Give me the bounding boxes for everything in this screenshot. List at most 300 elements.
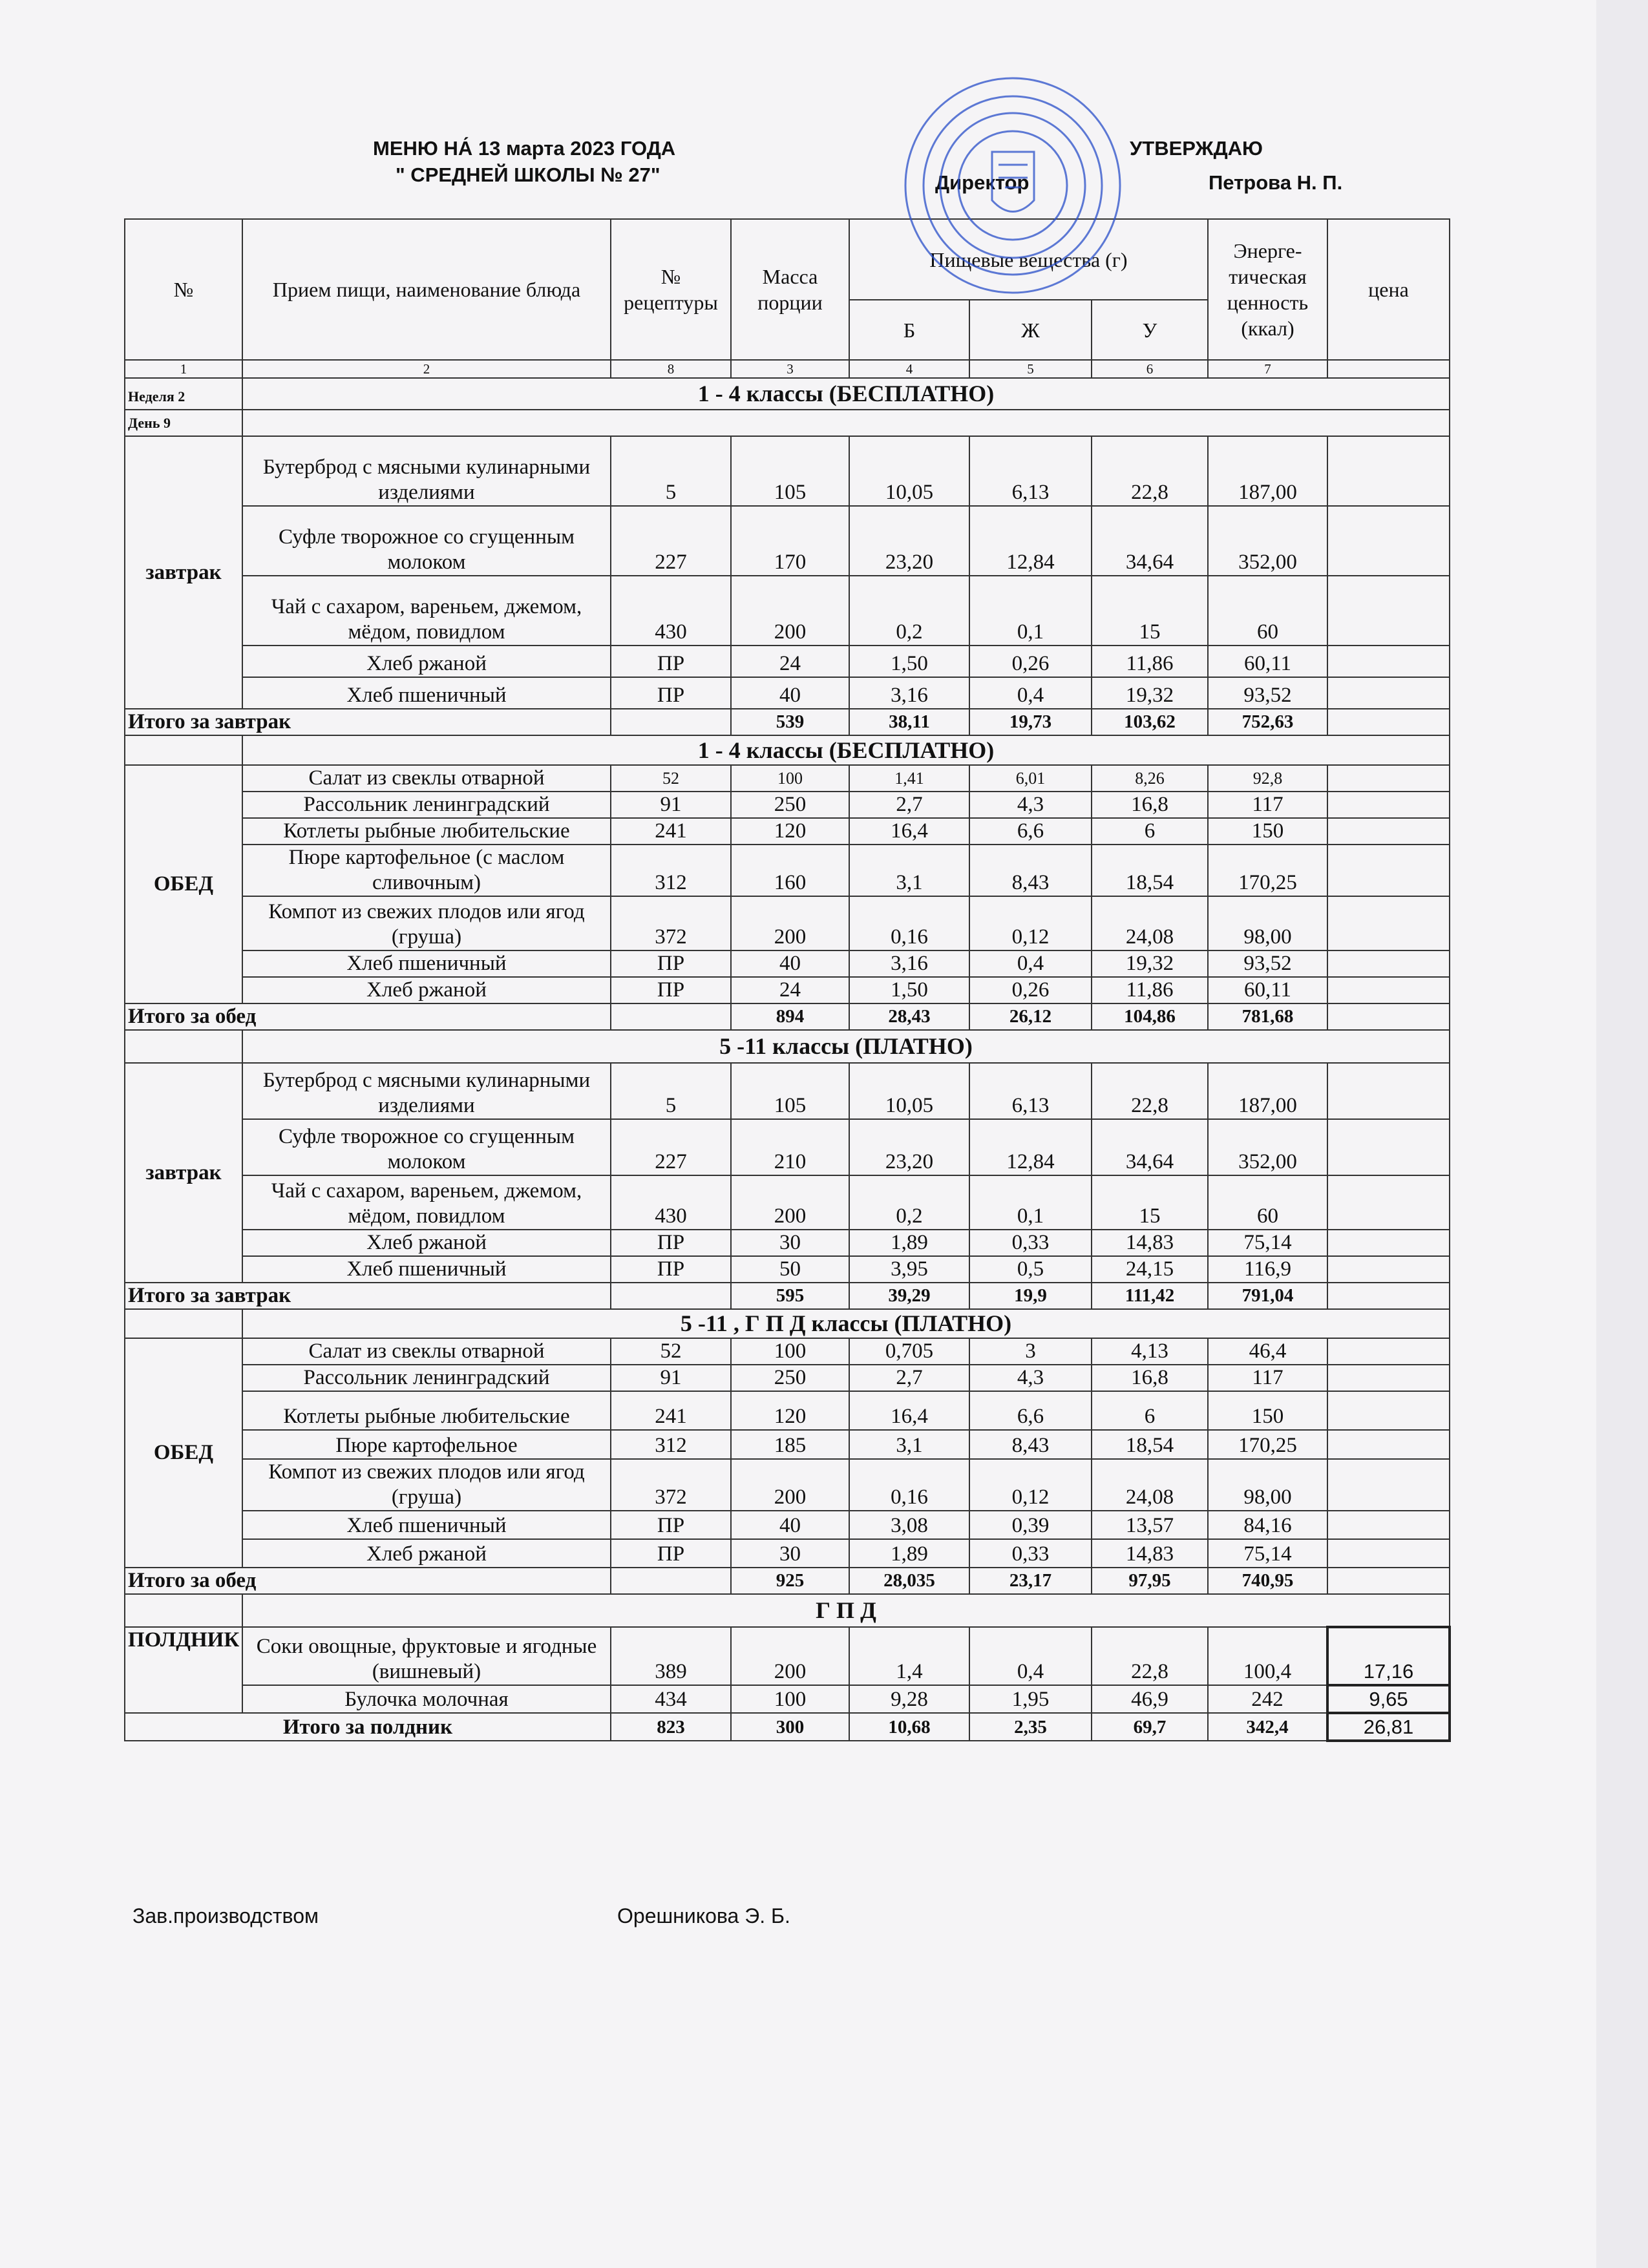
price-cell <box>1327 1230 1450 1256</box>
carb-value: 16,8 <box>1092 1365 1208 1391</box>
protein-value: 1,4 <box>849 1627 969 1685</box>
protein-value: 9,28 <box>849 1685 969 1713</box>
portion-mass: 50 <box>731 1256 849 1283</box>
dish-name: Котлеты рыбные любительские <box>242 1391 611 1430</box>
index-cell: 4 <box>849 360 969 378</box>
protein-value: 10,05 <box>849 436 969 506</box>
fat-value: 0,1 <box>969 576 1092 646</box>
recipe-number: 5 <box>611 436 731 506</box>
energy-value: 116,9 <box>1208 1256 1327 1283</box>
empty-cell <box>125 735 242 765</box>
recipe-number: 91 <box>611 1365 731 1391</box>
price-value: 17,16 <box>1327 1627 1450 1685</box>
meal-label: ОБЕД <box>125 765 242 1003</box>
col-header-nutrients: Пищевые вещества (г) <box>849 219 1208 300</box>
price-cell <box>1327 1391 1450 1430</box>
portion-mass: 170 <box>731 506 849 576</box>
table-row <box>125 1391 1450 1430</box>
col-header-mass: Масса порции <box>731 219 849 360</box>
total-mass: 300 <box>731 1713 849 1741</box>
total-energy: 781,68 <box>1208 1003 1327 1030</box>
total-fat: 19,9 <box>969 1283 1092 1309</box>
dish-name: Хлеб пшеничный <box>242 1511 611 1539</box>
table-row <box>125 1283 1450 1309</box>
approve-label: УТВЕРЖДАЮ <box>1130 137 1263 160</box>
price-cell <box>1327 1175 1450 1230</box>
recipe-number: 227 <box>611 1119 731 1175</box>
total-protein: 39,29 <box>849 1283 969 1309</box>
table-row <box>125 735 1450 765</box>
protein-value: 0,705 <box>849 1338 969 1365</box>
fat-value: 0,1 <box>969 1175 1092 1230</box>
energy-value: 187,00 <box>1208 436 1327 506</box>
dish-name: Чай с сахаром, вареньем, джемом, мёдом, повидлом <box>242 576 611 646</box>
table-row <box>125 1003 1450 1030</box>
total-carb: 69,7 <box>1092 1713 1208 1741</box>
dish-name: Пюре картофельное (с маслом сливочным) <box>242 845 611 896</box>
table-row <box>125 677 1450 709</box>
total-label: Итого за завтрак <box>125 709 611 735</box>
total-mass: 894 <box>731 1003 849 1030</box>
table-row <box>125 1511 1450 1539</box>
table-row <box>125 1430 1450 1459</box>
recipe-number: 91 <box>611 792 731 818</box>
total-recipe: 823 <box>611 1713 731 1741</box>
price-cell <box>1327 818 1450 845</box>
col-header-num: № <box>125 219 242 360</box>
carb-value: 15 <box>1092 576 1208 646</box>
empty-cell <box>125 1594 242 1627</box>
recipe-number: ПР <box>611 1511 731 1539</box>
scan-background-edge <box>1596 0 1648 2268</box>
fat-value: 8,43 <box>969 845 1092 896</box>
portion-mass: 30 <box>731 1230 849 1256</box>
fat-value: 0,26 <box>969 977 1092 1003</box>
energy-value: 98,00 <box>1208 896 1327 950</box>
energy-value: 352,00 <box>1208 1119 1327 1175</box>
carb-value: 22,8 <box>1092 436 1208 506</box>
table-row <box>125 1713 1450 1741</box>
fat-value: 12,84 <box>969 506 1092 576</box>
carb-value: 11,86 <box>1092 646 1208 677</box>
protein-value: 0,16 <box>849 896 969 950</box>
price-cell <box>1327 765 1450 792</box>
recipe-number: 372 <box>611 896 731 950</box>
protein-value: 0,16 <box>849 1459 969 1511</box>
fat-value: 1,95 <box>969 1685 1092 1713</box>
recipe-number: 241 <box>611 1391 731 1430</box>
price-cell <box>1327 792 1450 818</box>
total-protein: 28,43 <box>849 1003 969 1030</box>
fat-value: 4,3 <box>969 1365 1092 1391</box>
fat-value: 0,33 <box>969 1230 1092 1256</box>
recipe-number: ПР <box>611 1230 731 1256</box>
carb-value: 19,32 <box>1092 950 1208 977</box>
protein-value: 2,7 <box>849 792 969 818</box>
price-cell <box>1327 677 1450 709</box>
protein-value: 1,41 <box>849 765 969 792</box>
energy-value: 150 <box>1208 818 1327 845</box>
price-cell <box>1327 576 1450 646</box>
index-cell: 3 <box>731 360 849 378</box>
dish-name: Чай с сахаром, вареньем, джемом, мёдом, повидлом <box>242 1175 611 1230</box>
price-cell <box>1327 1365 1450 1391</box>
recipe-number: 389 <box>611 1627 731 1685</box>
price-cell <box>1327 436 1450 506</box>
section-title: Г П Д <box>242 1594 1450 1627</box>
portion-mass: 200 <box>731 1459 849 1511</box>
empty-cell <box>611 1568 731 1594</box>
dish-name: Рассольник ленинградский <box>242 1365 611 1391</box>
table-row <box>125 1119 1450 1175</box>
price-cell <box>1327 1338 1450 1365</box>
portion-mass: 24 <box>731 977 849 1003</box>
director-name: Петрова Н. П. <box>1209 171 1343 194</box>
fat-value: 0,12 <box>969 1459 1092 1511</box>
protein-value: 2,7 <box>849 1365 969 1391</box>
table-row <box>125 709 1450 735</box>
dish-name: Компот из свежих плодов или ягод (груша) <box>242 1459 611 1511</box>
dish-name: Булочка молочная <box>242 1685 611 1713</box>
menu-table <box>124 218 1451 1742</box>
protein-value: 1,50 <box>849 646 969 677</box>
portion-mass: 200 <box>731 896 849 950</box>
carb-value: 19,32 <box>1092 677 1208 709</box>
carb-value: 24,08 <box>1092 896 1208 950</box>
meal-label: завтрак <box>125 1063 242 1283</box>
protein-value: 1,50 <box>849 977 969 1003</box>
energy-value: 46,4 <box>1208 1338 1327 1365</box>
carb-value: 13,57 <box>1092 1511 1208 1539</box>
carb-value: 18,54 <box>1092 1430 1208 1459</box>
table-row <box>125 378 1450 410</box>
price-cell <box>1327 506 1450 576</box>
total-label: Итого за обед <box>125 1003 611 1030</box>
total-energy: 342,4 <box>1208 1713 1327 1741</box>
fat-value: 0,33 <box>969 1539 1092 1568</box>
energy-value: 60 <box>1208 1175 1327 1230</box>
table-row <box>125 506 1450 576</box>
energy-value: 75,14 <box>1208 1230 1327 1256</box>
total-mass: 595 <box>731 1283 849 1309</box>
protein-value: 3,1 <box>849 1430 969 1459</box>
price-cell <box>1327 950 1450 977</box>
recipe-number: 227 <box>611 506 731 576</box>
empty-cell <box>611 1283 731 1309</box>
total-fat: 2,35 <box>969 1713 1092 1741</box>
recipe-number: 52 <box>611 765 731 792</box>
portion-mass: 250 <box>731 1365 849 1391</box>
school-name: " СРЕДНЕЙ ШКОЛЫ № 27" <box>396 163 660 186</box>
table-row <box>125 818 1450 845</box>
total-carb: 104,86 <box>1092 1003 1208 1030</box>
price-cell <box>1327 1119 1450 1175</box>
section-title: 5 -11 классы (ПЛАТНО) <box>242 1030 1450 1063</box>
col-header-zh: Ж <box>969 300 1092 360</box>
carb-value: 46,9 <box>1092 1685 1208 1713</box>
price-cell <box>1327 1568 1450 1594</box>
total-protein: 28,035 <box>849 1568 969 1594</box>
dish-name: Бутерброд с мясными кулинарными изделиями <box>242 1063 611 1119</box>
carb-value: 24,08 <box>1092 1459 1208 1511</box>
table-row <box>125 1256 1450 1283</box>
recipe-number: 430 <box>611 1175 731 1230</box>
empty-cell <box>611 1003 731 1030</box>
energy-value: 93,52 <box>1208 677 1327 709</box>
dish-name: Котлеты рыбные любительские <box>242 818 611 845</box>
total-energy: 740,95 <box>1208 1568 1327 1594</box>
portion-mass: 30 <box>731 1539 849 1568</box>
meal-label: завтрак <box>125 436 242 709</box>
recipe-number: 430 <box>611 576 731 646</box>
protein-value: 0,2 <box>849 576 969 646</box>
col-header-u: У <box>1092 300 1208 360</box>
total-mass: 539 <box>731 709 849 735</box>
energy-value: 352,00 <box>1208 506 1327 576</box>
col-header-price: цена <box>1327 219 1450 360</box>
fat-value: 6,13 <box>969 1063 1092 1119</box>
table-row <box>125 1459 1450 1511</box>
portion-mass: 100 <box>731 1685 849 1713</box>
table-row <box>125 436 1450 506</box>
total-protein: 38,11 <box>849 709 969 735</box>
section-title: 5 -11 , Г П Д классы (ПЛАТНО) <box>242 1309 1450 1338</box>
total-label: Итого за обед <box>125 1568 611 1594</box>
price-cell <box>1327 1511 1450 1539</box>
index-cell: 6 <box>1092 360 1208 378</box>
portion-mass: 40 <box>731 1511 849 1539</box>
dish-name: Хлеб ржаной <box>242 646 611 677</box>
portion-mass: 100 <box>731 1338 849 1365</box>
empty-cell <box>125 1309 242 1338</box>
carb-value: 6 <box>1092 1391 1208 1430</box>
total-energy: 752,63 <box>1208 709 1327 735</box>
recipe-number: 5 <box>611 1063 731 1119</box>
portion-mass: 160 <box>731 845 849 896</box>
recipe-number: 312 <box>611 845 731 896</box>
recipe-number: 312 <box>611 1430 731 1459</box>
energy-value: 75,14 <box>1208 1539 1327 1568</box>
index-cell: 7 <box>1208 360 1327 378</box>
table-row <box>125 1230 1450 1256</box>
dish-name: Хлеб ржаной <box>242 1539 611 1568</box>
portion-mass: 210 <box>731 1119 849 1175</box>
price-cell <box>1327 977 1450 1003</box>
energy-value: 84,16 <box>1208 1511 1327 1539</box>
table-row <box>125 1175 1450 1230</box>
portion-mass: 24 <box>731 646 849 677</box>
energy-value: 170,25 <box>1208 1430 1327 1459</box>
portion-mass: 100 <box>731 765 849 792</box>
energy-value: 100,4 <box>1208 1627 1327 1685</box>
empty-cell <box>125 1030 242 1063</box>
total-price: 26,81 <box>1327 1713 1450 1741</box>
table-row <box>125 1365 1450 1391</box>
fat-value: 3 <box>969 1338 1092 1365</box>
carb-value: 15 <box>1092 1175 1208 1230</box>
table-row <box>125 576 1450 646</box>
energy-value: 60,11 <box>1208 646 1327 677</box>
energy-value: 187,00 <box>1208 1063 1327 1119</box>
protein-value: 1,89 <box>849 1539 969 1568</box>
col-header-recipe: № рецептуры <box>611 219 731 360</box>
index-cell: 2 <box>242 360 611 378</box>
dish-name: Бутерброд с мясными кулинарными изделиями <box>242 436 611 506</box>
table-row <box>125 765 1450 792</box>
director-label: Директор <box>935 171 1030 194</box>
section-title: 1 - 4 классы (БЕСПЛАТНО) <box>242 378 1450 410</box>
fat-value: 6,13 <box>969 436 1092 506</box>
table-row <box>125 896 1450 950</box>
protein-value: 3,08 <box>849 1511 969 1539</box>
energy-value: 92,8 <box>1208 765 1327 792</box>
carb-value: 11,86 <box>1092 977 1208 1003</box>
col-header-b: Б <box>849 300 969 360</box>
price-cell <box>1327 709 1450 735</box>
total-carb: 111,42 <box>1092 1283 1208 1309</box>
empty-cell <box>242 410 1450 436</box>
fat-value: 0,4 <box>969 950 1092 977</box>
energy-value: 150 <box>1208 1391 1327 1430</box>
protein-value: 23,20 <box>849 506 969 576</box>
price-cell <box>1327 1430 1450 1459</box>
dish-name: Компот из свежих плодов или ягод (груша) <box>242 896 611 950</box>
col-header-energy: Энерге-тическая ценность (ккал) <box>1208 219 1327 360</box>
dish-name: Хлеб пшеничный <box>242 1256 611 1283</box>
protein-value: 3,16 <box>849 950 969 977</box>
carb-value: 4,13 <box>1092 1338 1208 1365</box>
carb-value: 34,64 <box>1092 1119 1208 1175</box>
total-protein: 10,68 <box>849 1713 969 1741</box>
carb-value: 14,83 <box>1092 1230 1208 1256</box>
table-row <box>125 410 1450 436</box>
total-fat: 26,12 <box>969 1003 1092 1030</box>
energy-value: 93,52 <box>1208 950 1327 977</box>
index-cell: 5 <box>969 360 1092 378</box>
recipe-number: ПР <box>611 677 731 709</box>
portion-mass: 40 <box>731 950 849 977</box>
protein-value: 10,05 <box>849 1063 969 1119</box>
carb-value: 8,26 <box>1092 765 1208 792</box>
dish-name: Рассольник ленинградский <box>242 792 611 818</box>
portion-mass: 120 <box>731 1391 849 1430</box>
fat-value: 6,6 <box>969 818 1092 845</box>
portion-mass: 200 <box>731 1627 849 1685</box>
table-row <box>125 1627 1450 1685</box>
dish-name: Хлеб пшеничный <box>242 677 611 709</box>
table-row <box>125 1539 1450 1568</box>
fat-value: 0,5 <box>969 1256 1092 1283</box>
protein-value: 1,89 <box>849 1230 969 1256</box>
energy-value: 98,00 <box>1208 1459 1327 1511</box>
index-cell <box>1327 360 1450 378</box>
empty-cell <box>611 709 731 735</box>
official-seal-stamp <box>902 74 1125 297</box>
energy-value: 117 <box>1208 1365 1327 1391</box>
price-cell <box>1327 845 1450 896</box>
fat-value: 4,3 <box>969 792 1092 818</box>
meal-label: ОБЕД <box>125 1338 242 1568</box>
section-title: 1 - 4 классы (БЕСПЛАТНО) <box>242 735 1450 765</box>
total-carb: 97,95 <box>1092 1568 1208 1594</box>
week-label: Неделя 2 <box>125 378 242 410</box>
price-cell <box>1327 896 1450 950</box>
portion-mass: 185 <box>731 1430 849 1459</box>
price-cell <box>1327 1256 1450 1283</box>
recipe-number: ПР <box>611 646 731 677</box>
carb-value: 34,64 <box>1092 506 1208 576</box>
price-cell <box>1327 1283 1450 1309</box>
recipe-number: 241 <box>611 818 731 845</box>
fat-value: 12,84 <box>969 1119 1092 1175</box>
table-row <box>125 1309 1450 1338</box>
protein-value: 3,1 <box>849 845 969 896</box>
portion-mass: 200 <box>731 576 849 646</box>
fat-value: 0,26 <box>969 646 1092 677</box>
recipe-number: ПР <box>611 1539 731 1568</box>
dish-name: Суфле творожное со сгущенным молоком <box>242 1119 611 1175</box>
fat-value: 0,4 <box>969 1627 1092 1685</box>
protein-value: 3,16 <box>849 677 969 709</box>
carb-value: 14,83 <box>1092 1539 1208 1568</box>
portion-mass: 105 <box>731 436 849 506</box>
table-row <box>125 646 1450 677</box>
meal-label: ПОЛДНИК <box>125 1627 242 1713</box>
dish-name: Хлеб ржаной <box>242 977 611 1003</box>
fat-value: 0,12 <box>969 896 1092 950</box>
protein-value: 3,95 <box>849 1256 969 1283</box>
recipe-number: ПР <box>611 977 731 1003</box>
total-label: Итого за полдник <box>125 1713 611 1741</box>
dish-name: Салат из свеклы отварной <box>242 765 611 792</box>
fat-value: 0,39 <box>969 1511 1092 1539</box>
carb-value: 16,8 <box>1092 792 1208 818</box>
total-energy: 791,04 <box>1208 1283 1327 1309</box>
energy-value: 242 <box>1208 1685 1327 1713</box>
fat-value: 0,4 <box>969 677 1092 709</box>
carb-value: 18,54 <box>1092 845 1208 896</box>
table-row <box>125 1568 1450 1594</box>
total-fat: 23,17 <box>969 1568 1092 1594</box>
dish-name: Салат из свеклы отварной <box>242 1338 611 1365</box>
total-fat: 19,73 <box>969 709 1092 735</box>
energy-value: 60,11 <box>1208 977 1327 1003</box>
footer-position: Зав.производством <box>132 1904 319 1927</box>
dish-name: Хлеб пшеничный <box>242 950 611 977</box>
recipe-number: ПР <box>611 950 731 977</box>
fat-value: 6,6 <box>969 1391 1092 1430</box>
carb-value: 22,8 <box>1092 1063 1208 1119</box>
index-cell: 1 <box>125 360 242 378</box>
fat-value: 6,01 <box>969 765 1092 792</box>
table-row <box>125 1063 1450 1119</box>
portion-mass: 120 <box>731 818 849 845</box>
total-label: Итого за завтрак <box>125 1283 611 1309</box>
recipe-number: 372 <box>611 1459 731 1511</box>
table-row <box>125 1030 1450 1063</box>
dish-name: Соки овощные, фруктовые и ягодные (вишневый) <box>242 1627 611 1685</box>
recipe-number: 434 <box>611 1685 731 1713</box>
col-header-dish: Прием пищи, наименование блюда <box>242 219 611 360</box>
price-value: 9,65 <box>1327 1685 1450 1713</box>
portion-mass: 105 <box>731 1063 849 1119</box>
price-cell <box>1327 1459 1450 1511</box>
recipe-number: ПР <box>611 1256 731 1283</box>
carb-value: 22,8 <box>1092 1627 1208 1685</box>
energy-value: 60 <box>1208 576 1327 646</box>
fat-value: 8,43 <box>969 1430 1092 1459</box>
energy-value: 170,25 <box>1208 845 1327 896</box>
